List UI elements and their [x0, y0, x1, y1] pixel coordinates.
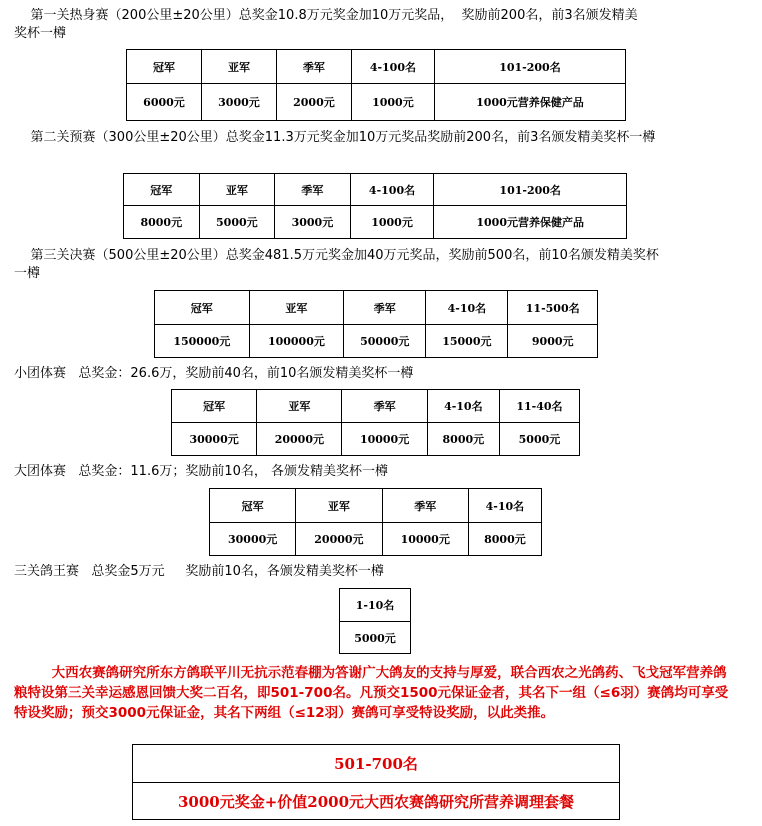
- table-value-cell: 20000元: [296, 523, 382, 556]
- table-value-cell: 5000元: [340, 622, 411, 654]
- stage3-desc-line1: 第三关决赛（500公里±20公里）总奖金481.5万元奖金加40万元奖品，奖励前500名，前10名颁发精美奖杯: [14, 248, 659, 263]
- table-header-cell: 亚军: [201, 50, 276, 84]
- table-header-cell: 季军: [276, 50, 351, 84]
- table-header-cell: 季军: [342, 390, 427, 423]
- stage1-desc-line2: 奖杯一樽: [14, 26, 67, 41]
- table-header-cell: 冠军: [155, 291, 250, 325]
- table-header-cell: 亚军: [257, 390, 342, 423]
- table-header-cell: 11-40名: [499, 390, 579, 423]
- table-value-cell: 1000元营养保健产品: [434, 206, 627, 239]
- table-value-cell: 5000元: [499, 423, 579, 456]
- table-value-cell: 10000元: [382, 523, 468, 556]
- table-header-cell: 冠军: [124, 174, 200, 206]
- table-header-cell: 亚军: [296, 489, 382, 523]
- big-team-prize-table: [209, 488, 542, 556]
- stage3-prize-table: [154, 290, 598, 358]
- table-header-cell: 4-10名: [427, 390, 499, 423]
- table-value-cell: 1000元: [350, 206, 434, 239]
- table-header-cell: 冠军: [210, 489, 296, 523]
- table-value-cell: 15000元: [426, 325, 508, 358]
- table-value-cell: 8000元: [427, 423, 499, 456]
- table-value-cell: 6000元: [127, 84, 202, 121]
- lucky-prize-table: [132, 744, 620, 820]
- table-value-cell: 5000元: [199, 206, 275, 239]
- table-value-cell: 8000元: [124, 206, 200, 239]
- king-desc: 三关鸽王赛 总奖金5万元 奖励前10名，各颁发精美奖杯一樽: [14, 564, 384, 579]
- table-header-cell: 1-10名: [340, 589, 411, 622]
- table-value-cell: 30000元: [210, 523, 296, 556]
- table-header-cell: 季军: [344, 291, 426, 325]
- stage2-desc: 第二关预赛（300公里±20公里）总奖金11.3万元奖金加10万元奖品奖励前200名，前3名颁发精美奖杯一樽: [14, 130, 656, 145]
- big-team-desc: 大团体赛 总奖金：11.6万；奖励前10名， 各颁发精美奖杯一樽: [14, 464, 389, 479]
- table-value-cell: 3000元: [201, 84, 276, 121]
- stage2-prize-table: [123, 173, 627, 239]
- promo-notice: 大西农赛鸽研究所东方鸽联平川无抗示范春棚为答谢广大鸽友的支持与厚爱，联合西农之光鸽药、飞戈冠军营养鸽粮特设第三关幸运感恩回馈大奖二百名，即501-700名。凡预交1500元保证金者，其名下一组（≤6羽）赛鸽均可享受特设奖励；预交3000元保证金，其名下两组（≤12羽）赛鸽可享受特设奖励，以此类推。: [14, 665, 729, 721]
- table-header-cell: 4-10名: [426, 291, 508, 325]
- table-value-cell: 100000元: [249, 325, 344, 358]
- stage1-desc-line1: 第一关热身赛（200公里±20公里）总奖金10.8万元奖金加10万元奖品， 奖励前200名，前3名颁发精美: [14, 8, 638, 23]
- table-header-cell: 4-100名: [350, 174, 434, 206]
- king-prize-table: [339, 588, 411, 654]
- small-team-prize-table: [171, 389, 580, 456]
- table-value-cell: 20000元: [257, 423, 342, 456]
- table-value-cell: 8000元: [468, 523, 541, 556]
- small-team-desc: 小团体赛 总奖金：26.6万，奖励前40名，前10名颁发精美奖杯一樽: [14, 366, 414, 381]
- stage1-prize-table: [126, 49, 626, 121]
- table-value-cell: 10000元: [342, 423, 427, 456]
- table-value-cell: 1000元营养保健产品: [434, 84, 625, 121]
- table-header-cell: 4-10名: [468, 489, 541, 523]
- table-value-cell: 150000元: [155, 325, 250, 358]
- table-value-cell: 1000元: [351, 84, 434, 121]
- table-header-cell: 101-200名: [434, 174, 627, 206]
- table-value-cell: 30000元: [172, 423, 257, 456]
- table-value-cell: 3000元: [275, 206, 351, 239]
- table-value-cell: 50000元: [344, 325, 426, 358]
- table-value-cell: 2000元: [276, 84, 351, 121]
- table-header-cell: 亚军: [199, 174, 275, 206]
- stage3-desc-line2: 一樽: [14, 266, 41, 281]
- table-header-cell: 冠军: [127, 50, 202, 84]
- table-header-cell: 501-700名: [133, 745, 620, 783]
- table-header-cell: 11-500名: [508, 291, 598, 325]
- table-header-cell: 101-200名: [434, 50, 625, 84]
- table-value-cell: 3000元奖金+价值2000元大西农赛鸽研究所营养调理套餐: [133, 783, 620, 820]
- table-value-cell: 9000元: [508, 325, 598, 358]
- table-header-cell: 4-100名: [351, 50, 434, 84]
- table-header-cell: 亚军: [249, 291, 344, 325]
- table-header-cell: 季军: [275, 174, 351, 206]
- table-header-cell: 冠军: [172, 390, 257, 423]
- table-header-cell: 季军: [382, 489, 468, 523]
